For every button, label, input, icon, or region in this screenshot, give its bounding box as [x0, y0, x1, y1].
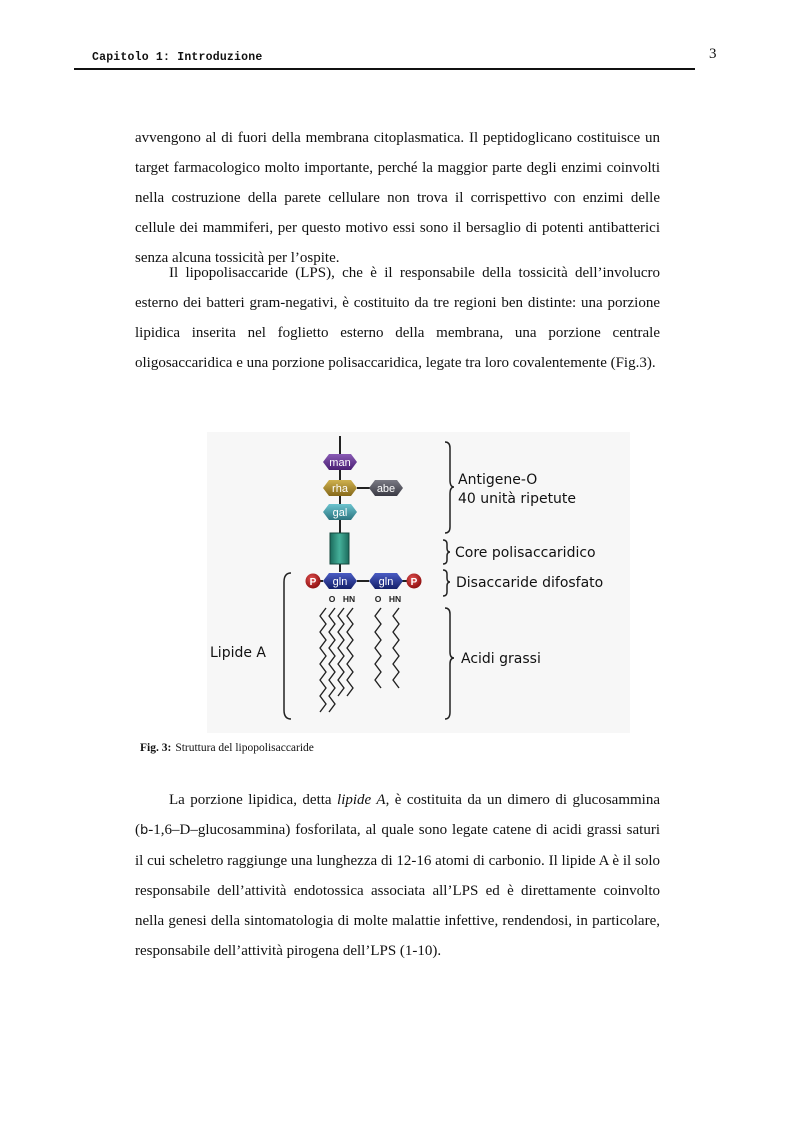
oxygen-label-2: O — [374, 594, 382, 604]
phosphate-label-1: P — [309, 577, 317, 588]
phosphate-label-2: P — [410, 577, 418, 588]
paragraph-3-text-c: -1,6–D–glucosammina) fosforilata, al quale sono legate catene di acidi grassi saturi il cui scheletro raggiunge una lunghezza di 12-16 atomi di carbonio. Il lipide A è il solo responsabile dell’attività endotossica associata all’LPS ed è direttamente coinvolto nella genesi della sintomatologia di molte malattie infettive, rendendosi, in particolare, responsabile dell’attività pirogena dell’LPS (1-10). — [135, 822, 660, 959]
paragraph-3-text-a: La porzione lipidica, detta — [169, 792, 338, 808]
paragraph-1: avvengono al di fuori della membrana citoplasmatica. Il peptidoglicano costituisce un target farmacologico molto importante, perché la maggior parte degli enzimi coinvolti nella costruzione della parete cellulare non trova il corrispettivo con enzimi delle cellule dei mammiferi, per questo motivo essi sono il bersaglio di potenti antibatterici senza alcuna tossicità per l’ospite. — [135, 130, 660, 266]
antigen-label: Antigene-O — [458, 472, 538, 488]
oxygen-label-1: O — [328, 594, 336, 604]
amine-label-2: HN — [388, 594, 402, 604]
paragraph-2 — [135, 258, 660, 378]
disaccharide-label: Disaccaride difosfato — [456, 575, 604, 591]
caption-label: Fig. 3: — [140, 742, 172, 754]
caption-text: Struttura del lipopolisaccaride — [175, 742, 314, 754]
lipid-a-label: Lipide A — [210, 645, 266, 661]
paragraph-2-text: Il lipopolisaccaride (LPS), che è il responsabile della tossicità dell’involucro esterno dei batteri gram-negativi, è costituito da tre regioni ben distinte: una porzione lipidica inserita nel foglietto esterno della membrana, una porzione centrale oligosaccaridica e una porzione polisaccaridica, legate tra loro covalentemente (Fig.3). — [135, 265, 660, 371]
lps-structure-figure — [207, 432, 630, 733]
core-label: Core polisaccaridico — [455, 545, 596, 561]
header-rule — [74, 68, 695, 70]
antigen-sub-label: 40 unità ripetute — [458, 491, 577, 507]
paragraph-3-text-b: , è costituita da un dimero di glucosammina ( — [135, 792, 660, 838]
gln-label-2: gln — [378, 576, 394, 588]
core-block-icon — [330, 533, 349, 564]
chapter-title: Capitolo 1: Introduzione — [92, 51, 263, 64]
page-number: 3 — [709, 46, 717, 62]
beta-symbol: b — [140, 823, 149, 838]
fatty-acids-label: Acidi grassi — [461, 651, 541, 667]
abe-label: abe — [376, 483, 396, 495]
lipid-a-term: lipide A — [337, 792, 386, 808]
rha-label: rha — [332, 483, 348, 495]
amine-label-1: HN — [342, 594, 356, 604]
gal-label: gal — [332, 507, 348, 519]
gln-label-1: gln — [332, 576, 348, 588]
paragraph-3 — [135, 785, 660, 966]
man-label: man — [329, 457, 351, 469]
figure-caption — [140, 742, 314, 754]
